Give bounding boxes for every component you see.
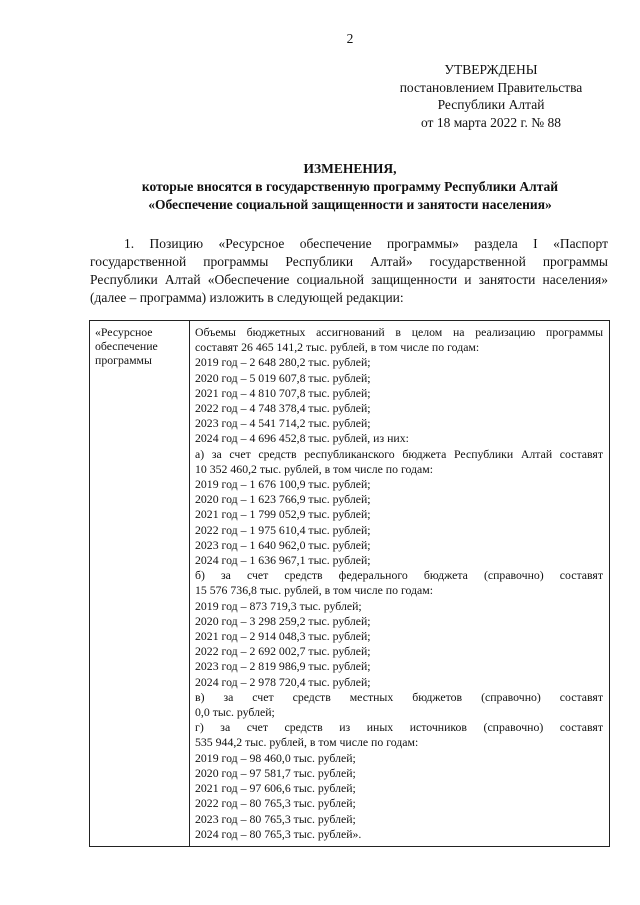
funding-line: 2024 год – 80 765,3 тыс. рублей». — [195, 826, 362, 841]
title-heading: ИЗМЕНЕНИЯ, — [303, 161, 397, 176]
funding-line: 2022 год – 1 975 610,4 тыс. рублей; — [195, 522, 371, 537]
funding-line: составят 26 465 141,2 тыс. рублей, в том числе по годам: — [195, 340, 480, 355]
funding-line: 2020 год – 97 581,7 тыс. рублей; — [195, 765, 356, 780]
table-label-cell — [90, 321, 190, 847]
funding-line: 2022 год – 4 748 378,4 тыс. рублей; — [195, 401, 371, 416]
funding-line: 2024 год – 2 978 720,4 тыс. рублей; — [195, 674, 371, 689]
resource-table — [89, 320, 610, 847]
funding-line: 2020 год – 5 019 607,8 тыс. рублей; — [195, 370, 371, 385]
funding-line: 2023 год – 1 640 962,0 тыс. рублей; — [195, 537, 371, 552]
approval-authority: постановлением Правительства — [399, 79, 583, 95]
funding-line: 2023 год – 4 541 714,2 тыс. рублей; — [195, 416, 371, 431]
funding-line: 2020 год – 1 623 766,9 тыс. рублей; — [195, 492, 371, 507]
document-title — [60, 160, 640, 214]
funding-line: 2023 год – 2 819 986,9 тыс. рублей; — [195, 659, 371, 674]
funding-line: 2021 год – 97 606,6 тыс. рублей; — [195, 781, 356, 796]
title-program-name: «Обеспечение социальной защищенности и занятости населения» — [148, 197, 552, 212]
page-number: 2 — [346, 31, 354, 46]
funding-line: 2019 год – 98 460,0 тыс. рублей; — [195, 750, 356, 765]
approval-region: Республики Алтай — [437, 97, 545, 112]
approval-date: от 18 марта 2022 г. № 88 — [420, 114, 562, 130]
funding-line: 2019 год – 1 676 100,9 тыс. рублей; — [195, 477, 371, 492]
funding-line: 2022 год – 80 765,3 тыс. рублей; — [195, 796, 356, 811]
approval-stamp — [386, 61, 596, 131]
funding-line: 2023 год – 80 765,3 тыс. рублей; — [195, 811, 356, 826]
funding-line: 15 576 736,8 тыс. рублей, в том числе по годам: — [195, 583, 434, 598]
funding-line: 2022 год – 2 692 002,7 тыс. рублей; — [195, 644, 371, 659]
funding-line: Объемы бюджетных ассигнований в целом на реализацию программы — [195, 325, 603, 339]
funding-line: 2024 год – 1 636 967,1 тыс. рублей; — [195, 553, 371, 568]
approval-heading: УТВЕРЖДЕНЫ — [444, 62, 538, 77]
funding-line: 10 352 460,2 тыс. рублей, в том числе по годам: — [195, 461, 434, 476]
intro-paragraph: 1. Позицию «Ресурсное обеспечение программы» раздела I «Паспорт государственной программы Республики Алтай» государственной программы Республики Алтай «Обеспечение социальной защищенности и занятости населения» (далее – программа) изложить в следующей редакции: — [90, 236, 608, 305]
funding-line: 2019 год – 2 648 280,2 тыс. рублей; — [195, 355, 371, 370]
funding-line: 2019 год – 873 719,3 тыс. рублей; — [195, 598, 362, 613]
funding-line: 0,0 тыс. рублей; — [195, 705, 275, 720]
funding-line: г) за счет средств из иных источников (справочно) составят — [195, 720, 603, 735]
title-subheading: которые вносятся в государственную программу Республики Алтай — [141, 179, 559, 194]
table-content-cell — [190, 321, 610, 847]
table-row — [90, 321, 610, 847]
table-label: «Ресурсное обеспечение программы — [95, 325, 158, 367]
funding-line: а) за счет средств республиканского бюджета Республики Алтай составят — [195, 446, 603, 461]
funding-line: 2021 год – 2 914 048,3 тыс. рублей; — [195, 629, 371, 644]
funding-line: 2021 год – 4 810 707,8 тыс. рублей; — [195, 385, 371, 400]
funding-line: 535 944,2 тыс. рублей, в том числе по годам: — [195, 735, 419, 750]
funding-line: в) за счет средств местных бюджетов (справочно) составят — [195, 689, 603, 704]
funding-line: 2021 год – 1 799 052,9 тыс. рублей; — [195, 507, 371, 522]
funding-line: 2020 год – 3 298 259,2 тыс. рублей; — [195, 613, 371, 628]
funding-line: б) за счет средств федерального бюджета (справочно) составят — [195, 568, 603, 583]
content-lines — [195, 325, 603, 842]
funding-line: 2024 год – 4 696 452,8 тыс. рублей, из них: — [195, 431, 409, 446]
